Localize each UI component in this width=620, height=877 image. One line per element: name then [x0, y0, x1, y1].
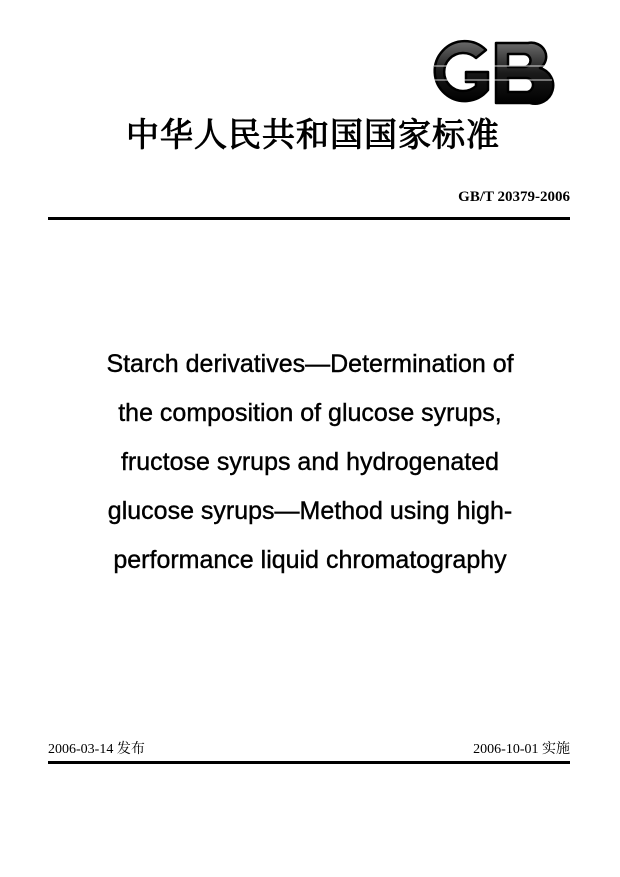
implementation-date: 2006-10-01 实施 [473, 742, 570, 757]
standard-title [50, 340, 570, 585]
organization-name: 中华人民共和国国家标准 [126, 115, 500, 154]
title-line-3: fructose syrups and hydrogenated [120, 448, 499, 476]
footer-divider [48, 761, 570, 764]
title-line-4: glucose syrups—Method using high- [107, 497, 513, 525]
header-divider [48, 217, 570, 220]
issue-date: 2006-03-14 发布 [48, 742, 145, 757]
title-line-1: Starch derivatives—Determination of [106, 350, 514, 378]
title-line-2: the composition of glucose syrups, [118, 399, 502, 427]
standard-number: GB/T 20379-2006 [458, 189, 570, 205]
title-line-5: performance liquid chromatography [113, 546, 507, 574]
gb-logo-icon [428, 36, 558, 110]
